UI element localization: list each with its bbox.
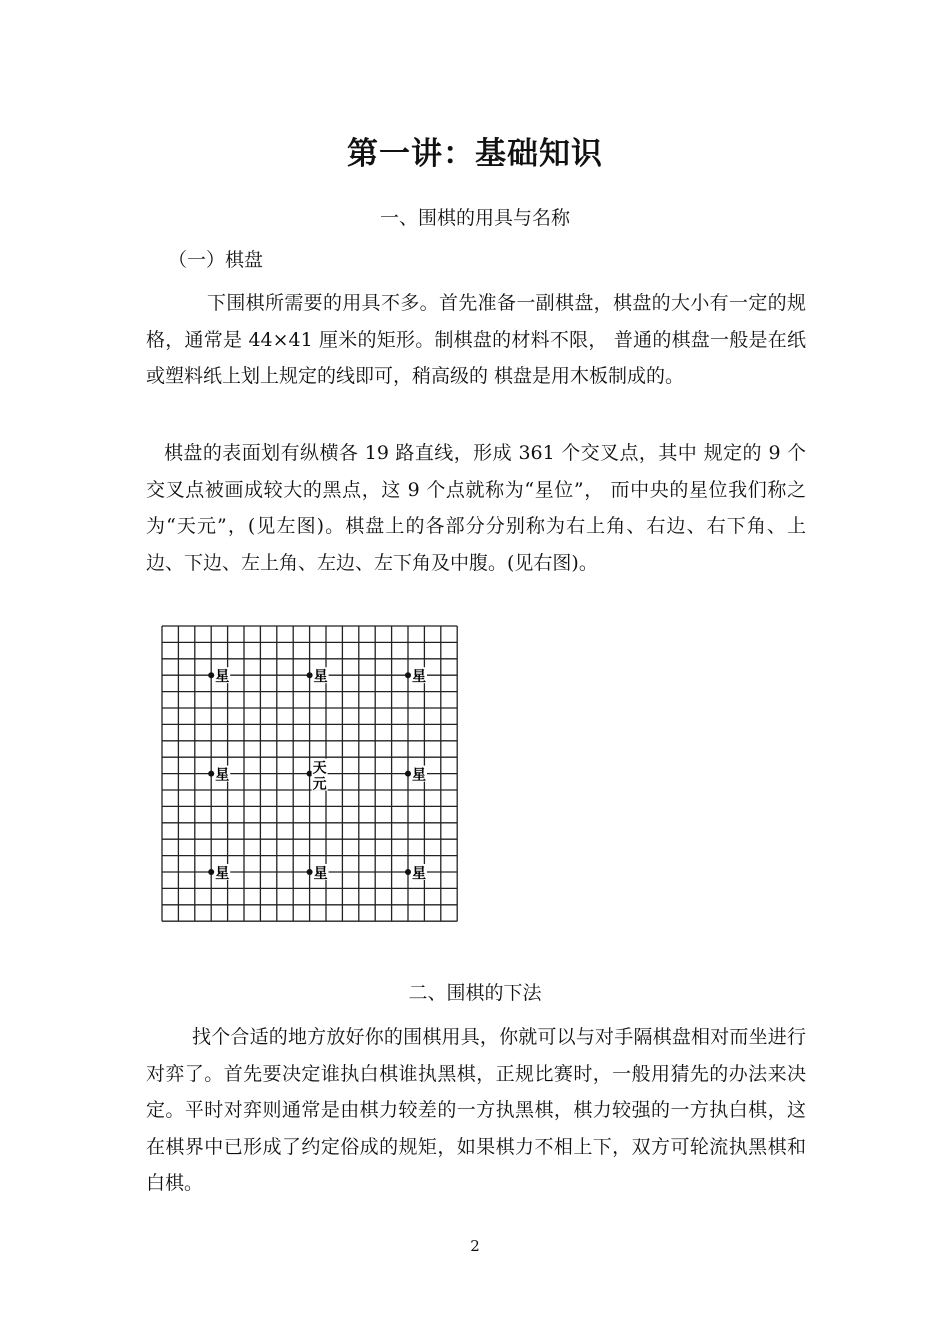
star-point-dot xyxy=(208,771,214,777)
paragraph-board-intro: 下围棋所需要的用具不多。首先准备一副棋盘，棋盘的大小有一定的规格，通常是 44×41 厘米的矩形。制棋盘的材料不限， 普通的棋盘一般是在纸或塑料纸上划上规定的线即可，稍高级的 棋盘是用木板制成的。 xyxy=(146,292,806,387)
star-label: 星 xyxy=(215,669,230,686)
star-point-dot xyxy=(405,771,411,777)
sub-heading-board: （一）棋盘 xyxy=(168,249,264,271)
star-point-dot xyxy=(405,672,411,678)
paragraph-board-lines: 棋盘的表面划有纵横各 19 路直线，形成 361 个交叉点，其中 规定的 9 个交叉点被画成较大的黑点，这 9 个点就称为“星位”， 而中央的星位我们称之为“天元”，(见左图)。棋盘上的各部分分别称为右上角、右边、右下角、上边、下边、左上角、左边、左下角及中腹。(见右图)。 xyxy=(146,442,806,574)
star-label: 星 xyxy=(412,866,426,882)
star-point-dot xyxy=(208,869,214,875)
paragraph-how-to-play: 找个合适的地方放好你的围棋用具，你就可以与对手隔棋盘相对而坐进行对弈了。首先要决定谁执白棋谁执黑棋，正规比赛时，一般用猜先的办法来决定。平时对弈则通常是由棋力较差的一方执黑棋，棋力较强的一方执白棋，这在棋界中已形成了约定俗成的规矩，如果棋力不相上下，双方可轮流执黑棋和白棋。 xyxy=(146,1026,806,1194)
star-label: 星 xyxy=(412,669,426,686)
star-label: 星 xyxy=(313,669,328,686)
star-label: 星 xyxy=(412,767,426,784)
star-point-dot xyxy=(208,672,214,678)
tengen-label-bottom: 元 xyxy=(312,776,327,793)
section-heading-2: 二、围棋的下法 xyxy=(408,982,542,1004)
go-board-diagram xyxy=(160,624,460,924)
star-label: 星 xyxy=(313,866,328,882)
page-title: 第一讲：基础知识 xyxy=(347,136,603,172)
star-point-dot xyxy=(405,869,411,875)
star-label: 星 xyxy=(215,866,230,882)
star-point-dot xyxy=(307,869,313,875)
tengen-label-top: 天 xyxy=(312,760,327,777)
star-point-dot xyxy=(307,672,313,678)
page-number: 2 xyxy=(470,1237,480,1255)
section-heading-1: 一、围棋的用具与名称 xyxy=(379,207,570,229)
star-label: 星 xyxy=(215,767,230,784)
star-points xyxy=(208,667,427,882)
